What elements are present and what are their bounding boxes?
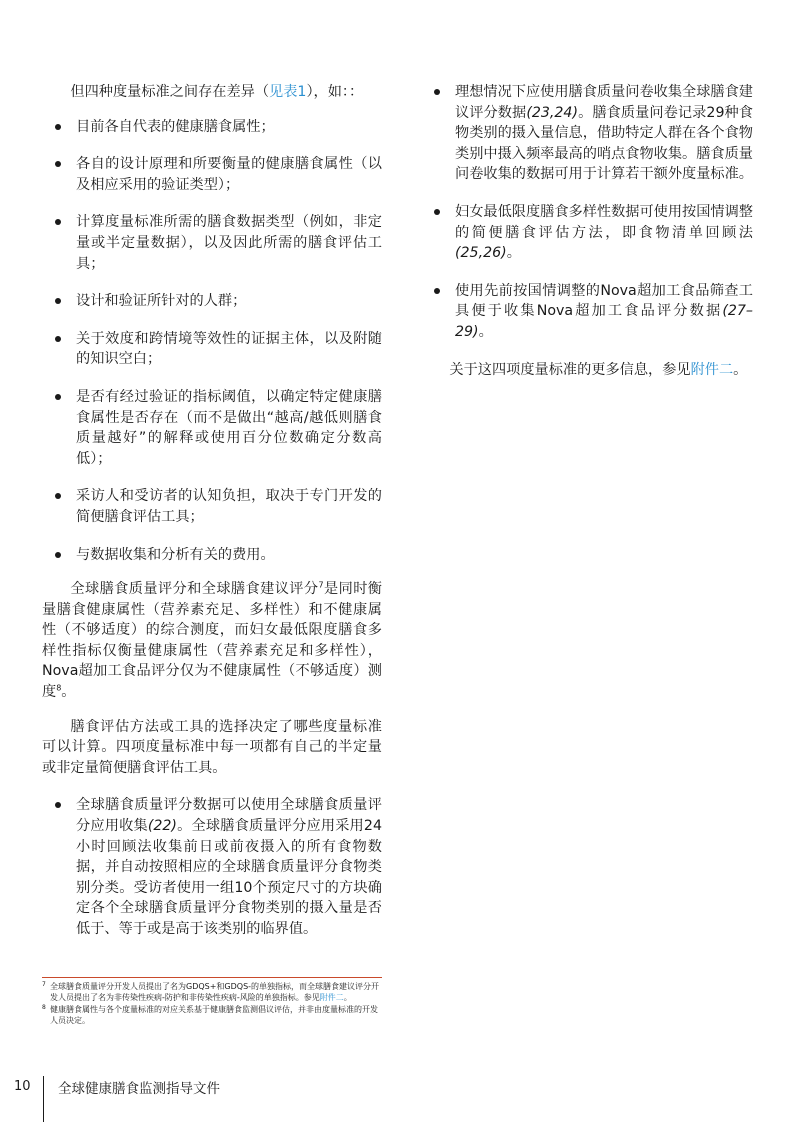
document-title: 全球健康膳食监测指导文件 [58, 1081, 220, 1097]
composite-metrics-paragraph: 全球膳食质量评分和全球膳食建议评分$^7$是同时衡量膳食健康属性（营养素充足、多样性）和不健康属性（不够适度）的综合测度，而妇女最低限度膳食多样性指标仅衡量健康属性（营养素充足和多样性），Nova超加工食品评分仅为不健康属性（不够适度）测度$^8$。 [42, 580, 382, 701]
table1-link[interactable]: 见表1 [269, 84, 307, 100]
footnote-annex2-link[interactable]: 附件二 [319, 993, 344, 1003]
differences-list [42, 117, 382, 566]
citation-ref[interactable]: (23,24) [526, 104, 578, 121]
footer-divider [43, 1076, 44, 1122]
list-item: 采访人和受访者的认知负担，取决于专门开发的简便膳食评估工具； [42, 486, 382, 527]
list-item: 目前各自代表的健康膳食属性； [42, 117, 382, 138]
footnote-8: 8 健康膳食属性与各个度量标准的对应关系基于健康膳食监测倡议评估，并非由度量标准的开发人员决定。 [42, 1003, 378, 1026]
page-number: 10 [14, 1079, 31, 1094]
list-item: 设计和验证所针对的人群； [42, 291, 382, 312]
list-item: 与数据收集和分析有关的费用。 [42, 545, 382, 566]
footnote-divider [42, 977, 382, 978]
intro-paragraph: 但四种度量标准之间存在差异（见表1），如：： [70, 84, 364, 100]
footnote-ref-7[interactable]: 7 [318, 580, 324, 590]
closing-paragraph: 关于这四项度量标准的更多信息，参见附件二。 [449, 361, 748, 378]
citation-ref[interactable]: (22) [147, 818, 177, 835]
list-item: 妇女最低限度膳食多样性数据可使用按国情调整的简便膳食评估方法，即食物清单回顾法(25,26)。 [421, 202, 753, 264]
footnotes [42, 981, 382, 1027]
list-item: 各自的设计原理和所要衡量的健康膳食属性（以及相应采用的验证类型）； [42, 154, 382, 195]
list-item: 关于效度和跨情境等效性的证据主体，以及附随的知识空白； [42, 329, 382, 370]
citation-ref[interactable]: (25,26) [455, 245, 507, 262]
left-column [42, 82, 382, 940]
annex2-link[interactable]: 附件二 [690, 361, 734, 378]
list-item: 计算度量标准所需的膳食数据类型（例如，非定量或半定量数据），以及因此所需的膳食评估工具； [42, 212, 382, 274]
list-item: 理想情况下应使用膳食质量问卷收集全球膳食建议评分数据(23,24)。膳食质量问卷记录29种食物类别的摄入量信息，借助特定人群在各个食物类别中摄入频率最高的哨点食物收集。膳食质量问卷收集的数据可用于计算若干额外度量标准。 [421, 82, 753, 185]
data-collection-list [421, 82, 753, 343]
list-item: 使用先前按国情调整的Nova超加工食品筛查工具便于收集Nova超加工食品评分数据(27–29)。 [421, 281, 753, 343]
list-item: 是否有经过验证的指标阈值，以确定特定健康膳食属性是否存在（而不是做出“越高/越低则膳食质量越好”的解释或使用百分位数确定分数高低）； [42, 387, 382, 469]
assessment-method-paragraph: 膳食评估方法或工具的选择决定了哪些度量标准可以计算。四项度量标准中每一项都有自己的半定量或非定量简便膳食评估工具。 [42, 718, 382, 776]
tools-list [42, 795, 382, 939]
citation-ref[interactable]: (27–29) [455, 303, 753, 340]
footnote-7: 7 全球膳食质量评分开发人员提出了名为GDQS+和GDQS-的单独指标，而全球膳食建议评分开发人员提出了名为非传染性疾病-防护和非传染性疾病-风险的单独指标。参见附件二。 [42, 981, 380, 1003]
footnote-ref-8[interactable]: 8 [56, 683, 62, 693]
list-item: 全球膳食质量评分数据可以使用全球膳食质量评分应用收集(22)。全球膳食质量评分应用采用24小时回顾法收集前日或前夜摄入的所有食物数据，并自动按照相应的全球膳食质量评分食物类别分类。受访者使用一组10个预定尺寸的方块确定各个全球膳食质量评分食物类别的摄入量是否低于、等于或是高于该类别的临界值。 [42, 795, 382, 939]
right-column [421, 82, 753, 380]
